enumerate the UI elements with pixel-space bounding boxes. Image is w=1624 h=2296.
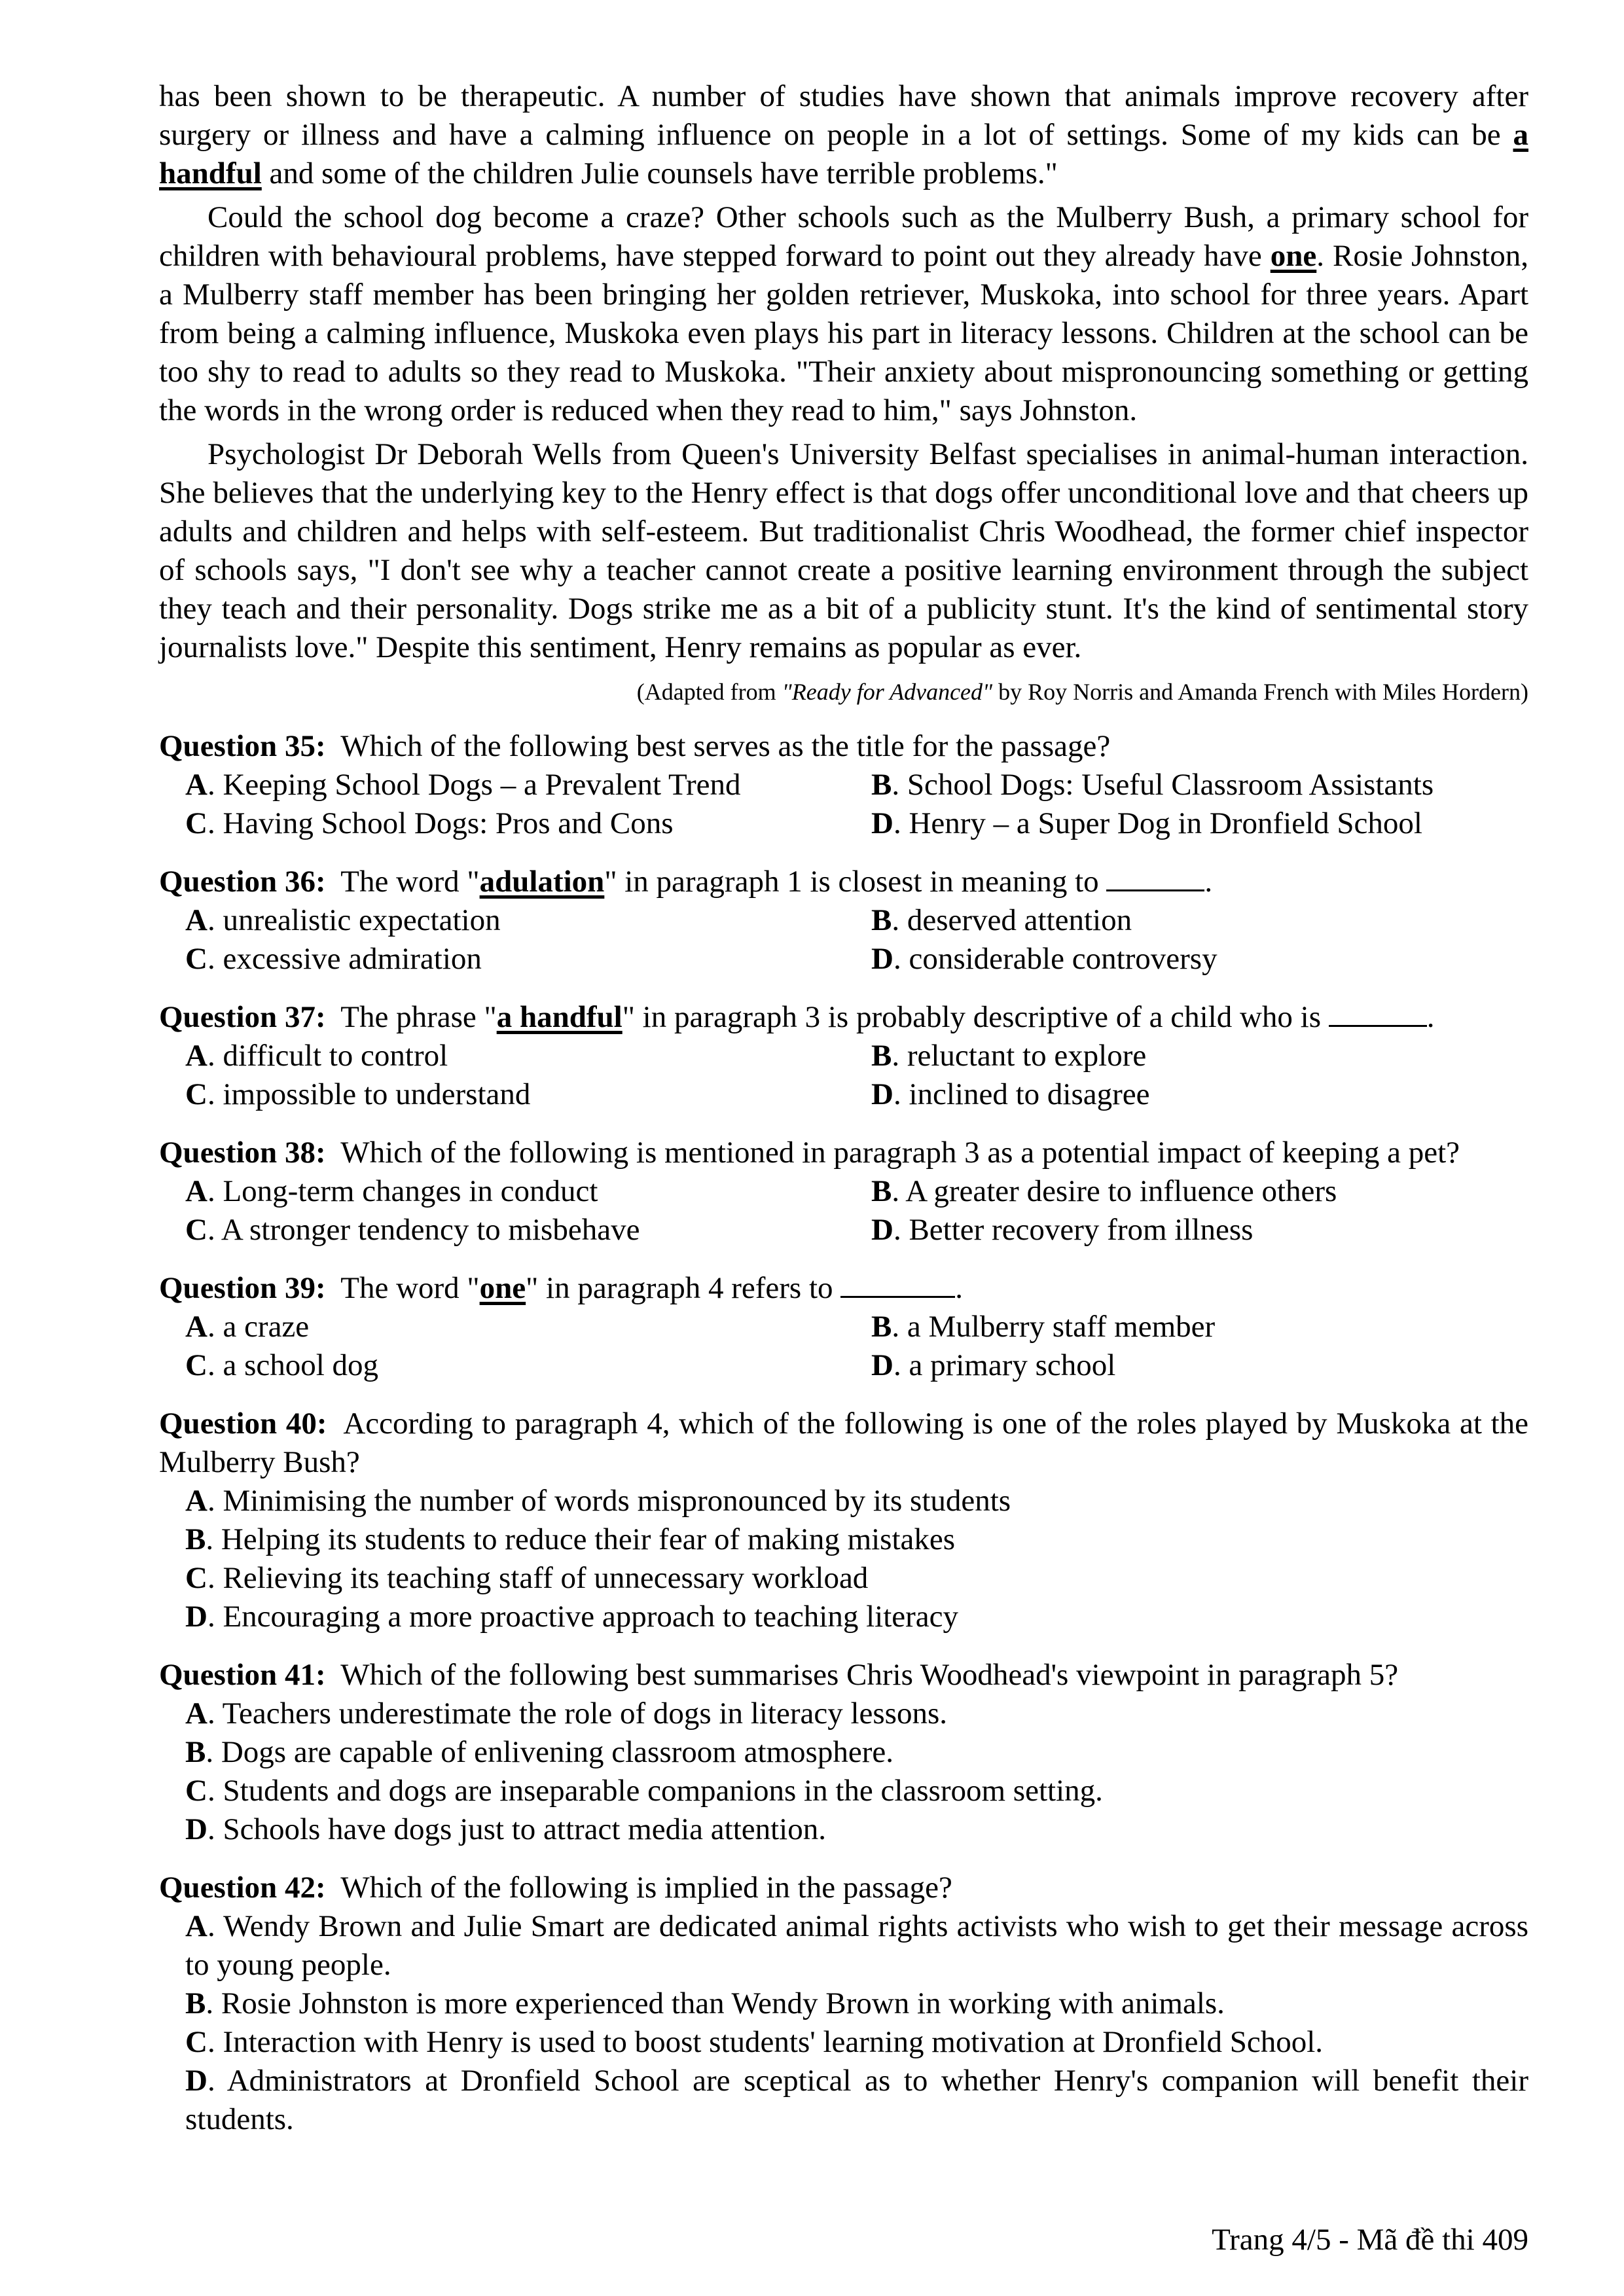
question-36: Question 36: The word "adulation" in paragraph 1 is closest in meaning to . A. unrealistic expectation B. deserved attention C. excessive admiration D. considerable controversy	[159, 863, 1528, 978]
option-d[interactable]: D. Better recovery from illness	[871, 1213, 1254, 1247]
answer-options	[159, 1308, 1528, 1385]
reading-passage	[159, 77, 1528, 708]
question-label: Question 36:	[159, 865, 326, 899]
option-c[interactable]: C. a school dog	[185, 1348, 379, 1382]
highlighted-word-one: one	[1270, 239, 1317, 273]
answer-options	[159, 766, 1528, 843]
option-c[interactable]: C. impossible to understand	[185, 1077, 531, 1111]
highlighted-word-adulation: adulation	[479, 865, 605, 899]
option-b[interactable]: B. deserved attention	[871, 903, 1132, 937]
question-label: Question 39:	[159, 1271, 326, 1305]
answer-blank	[1329, 999, 1427, 1027]
option-a[interactable]: A. difficult to control	[185, 1039, 448, 1073]
question-39: Question 39: The word "one" in paragraph 4 refers to . A. a craze B. a Mulberry staff member C. a school dog D. a primary school	[159, 1269, 1528, 1385]
question-42	[159, 1869, 1528, 2139]
answer-options	[159, 1172, 1528, 1249]
question-label: Question 41:	[159, 1658, 326, 1692]
answer-options	[159, 1695, 1528, 1849]
passage-paragraph-5: Psychologist Dr Deborah Wells from Queen's University Belfast specialises in animal-human interaction. She believes that the underlying key to the Henry effect is that dogs offer unconditional love and that cheers up adults and children and helps with self-esteem. But traditionalist Chris Woodhead, the former chief inspector of schools says, "I don't see why a teacher cannot create a positive learning environment through the subject they teach and their personality. Dogs strike me as a bit of a publicity stunt. It's the kind of sentimental story journalists love." Despite this sentiment, Henry remains as popular as ever.	[159, 437, 1528, 664]
highlighted-phrase-a-handful: a handful	[496, 1000, 623, 1034]
page-footer: Trang 4/5 - Mã đề thi 409	[1212, 2223, 1528, 2257]
question-35	[159, 727, 1528, 843]
passage-source-citation: (Adapted from "Ready for Advanced" by Roy Norris and Amanda French with Miles Hordern)	[636, 679, 1528, 705]
option-b[interactable]: B. Helping its students to reduce their fear of making mistakes	[185, 1522, 956, 1556]
passage-paragraph-3: has been shown to be therapeutic. A number of studies have shown that animals improve recovery after surgery or illness and have a calming influence on people in a lot of settings. Some of my kids can be a handful and some of the children Julie counsels have terrible problems."	[159, 79, 1528, 190]
option-b[interactable]: B. School Dogs: Useful Classroom Assistants	[871, 768, 1434, 802]
highlighted-phrase-a-handful: a handful	[159, 118, 1528, 190]
answer-options	[159, 1037, 1528, 1114]
option-d[interactable]: D. Encouraging a more proactive approach to teaching literacy	[185, 1600, 959, 1634]
option-c[interactable]: C. Relieving its teaching staff of unnecessary workload	[185, 1561, 869, 1595]
question-41	[159, 1656, 1528, 1849]
option-a[interactable]: A. unrealistic expectation	[185, 903, 501, 937]
option-a[interactable]: A. a craze	[185, 1310, 310, 1344]
option-c[interactable]: C. Interaction with Henry is used to boost students' learning motivation at Dronfield School.	[185, 2025, 1324, 2059]
source-book-title: "Ready for Advanced"	[782, 679, 993, 705]
option-d[interactable]: D. Administrators at Dronfield School are sceptical as to whether Henry's companion will benefit their students.	[185, 2064, 1528, 2136]
option-d[interactable]: D. considerable controversy	[871, 942, 1218, 976]
answer-blank	[1106, 863, 1204, 891]
option-a[interactable]: A. Teachers underestimate the role of dogs in literacy lessons.	[185, 1696, 947, 1731]
answer-options	[159, 1482, 1528, 1636]
option-a[interactable]: A. Long-term changes in conduct	[185, 1174, 598, 1208]
question-stem: Which of the following is implied in the passage?	[340, 1871, 952, 1905]
option-b[interactable]: B. a Mulberry staff member	[871, 1310, 1216, 1344]
question-label: Question 37:	[159, 1000, 326, 1034]
passage-paragraph-4: Could the school dog become a craze? Other schools such as the Mulberry Bush, a primary school for children with behavioural problems, have stepped forward to point out they already have one. Rosie Johnston, a Mulberry staff member has been bringing her golden retriever, Muskoka, into school for three years. Apart from being a calming influence, Muskoka even plays his part in literacy lessons. Children at the school can be too shy to read to adults so they read to Muskoka. "Their anxiety about mispronouncing something or getting the words in the wrong order is reduced when they read to him," says Johnston.	[159, 200, 1529, 427]
option-a[interactable]: A. Minimising the number of words mispronounced by its students	[185, 1484, 1011, 1518]
option-b[interactable]: B. Rosie Johnston is more experienced than Wendy Brown in working with animals.	[185, 1986, 1225, 2020]
exam-page	[159, 77, 1528, 2139]
option-b[interactable]: B. A greater desire to influence others	[871, 1174, 1337, 1208]
option-d[interactable]: D. a primary school	[871, 1348, 1116, 1382]
question-stem: According to paragraph 4, which of the following is one of the roles played by Muskoka at the Mulberry Bush?	[159, 1407, 1528, 1479]
question-stem: Which of the following best serves as the title for the passage?	[340, 729, 1111, 763]
question-stem: Which of the following is mentioned in paragraph 3 as a potential impact of keeping a pet?	[340, 1136, 1460, 1170]
question-label: Question 38:	[159, 1136, 326, 1170]
question-label: Question 42:	[159, 1871, 326, 1905]
option-c[interactable]: C. excessive admiration	[185, 942, 482, 976]
question-label: Question 35:	[159, 729, 326, 763]
option-d[interactable]: D. Schools have dogs just to attract media attention.	[185, 1812, 826, 1846]
option-a[interactable]: A. Keeping School Dogs – a Prevalent Trend	[185, 768, 741, 802]
question-40	[159, 1405, 1528, 1636]
option-a[interactable]: A. Wendy Brown and Julie Smart are dedicated animal rights activists who wish to get their message across to young people.	[185, 1909, 1529, 1982]
option-c[interactable]: C. A stronger tendency to misbehave	[185, 1213, 640, 1247]
question-stem: Which of the following best summarises Chris Woodhead's viewpoint in paragraph 5?	[340, 1658, 1399, 1692]
answer-blank	[840, 1270, 955, 1298]
question-38	[159, 1134, 1528, 1249]
answer-options	[159, 901, 1528, 978]
option-b[interactable]: B. Dogs are capable of enlivening classroom atmosphere.	[185, 1735, 893, 1769]
highlighted-word-one: one	[479, 1271, 526, 1305]
question-37: Question 37: The phrase "a handful" in paragraph 3 is probably descriptive of a child who is . A. difficult to control B. reluctant to explore C. impossible to understand D. inclined to disagree	[159, 998, 1528, 1114]
option-d[interactable]: D. Henry – a Super Dog in Dronfield School	[871, 806, 1422, 840]
option-c[interactable]: C. Having School Dogs: Pros and Cons	[185, 806, 674, 840]
question-label: Question 40:	[159, 1407, 327, 1441]
option-d[interactable]: D. inclined to disagree	[871, 1077, 1150, 1111]
option-c[interactable]: C. Students and dogs are inseparable companions in the classroom setting.	[185, 1774, 1103, 1808]
option-b[interactable]: B. reluctant to explore	[871, 1039, 1147, 1073]
